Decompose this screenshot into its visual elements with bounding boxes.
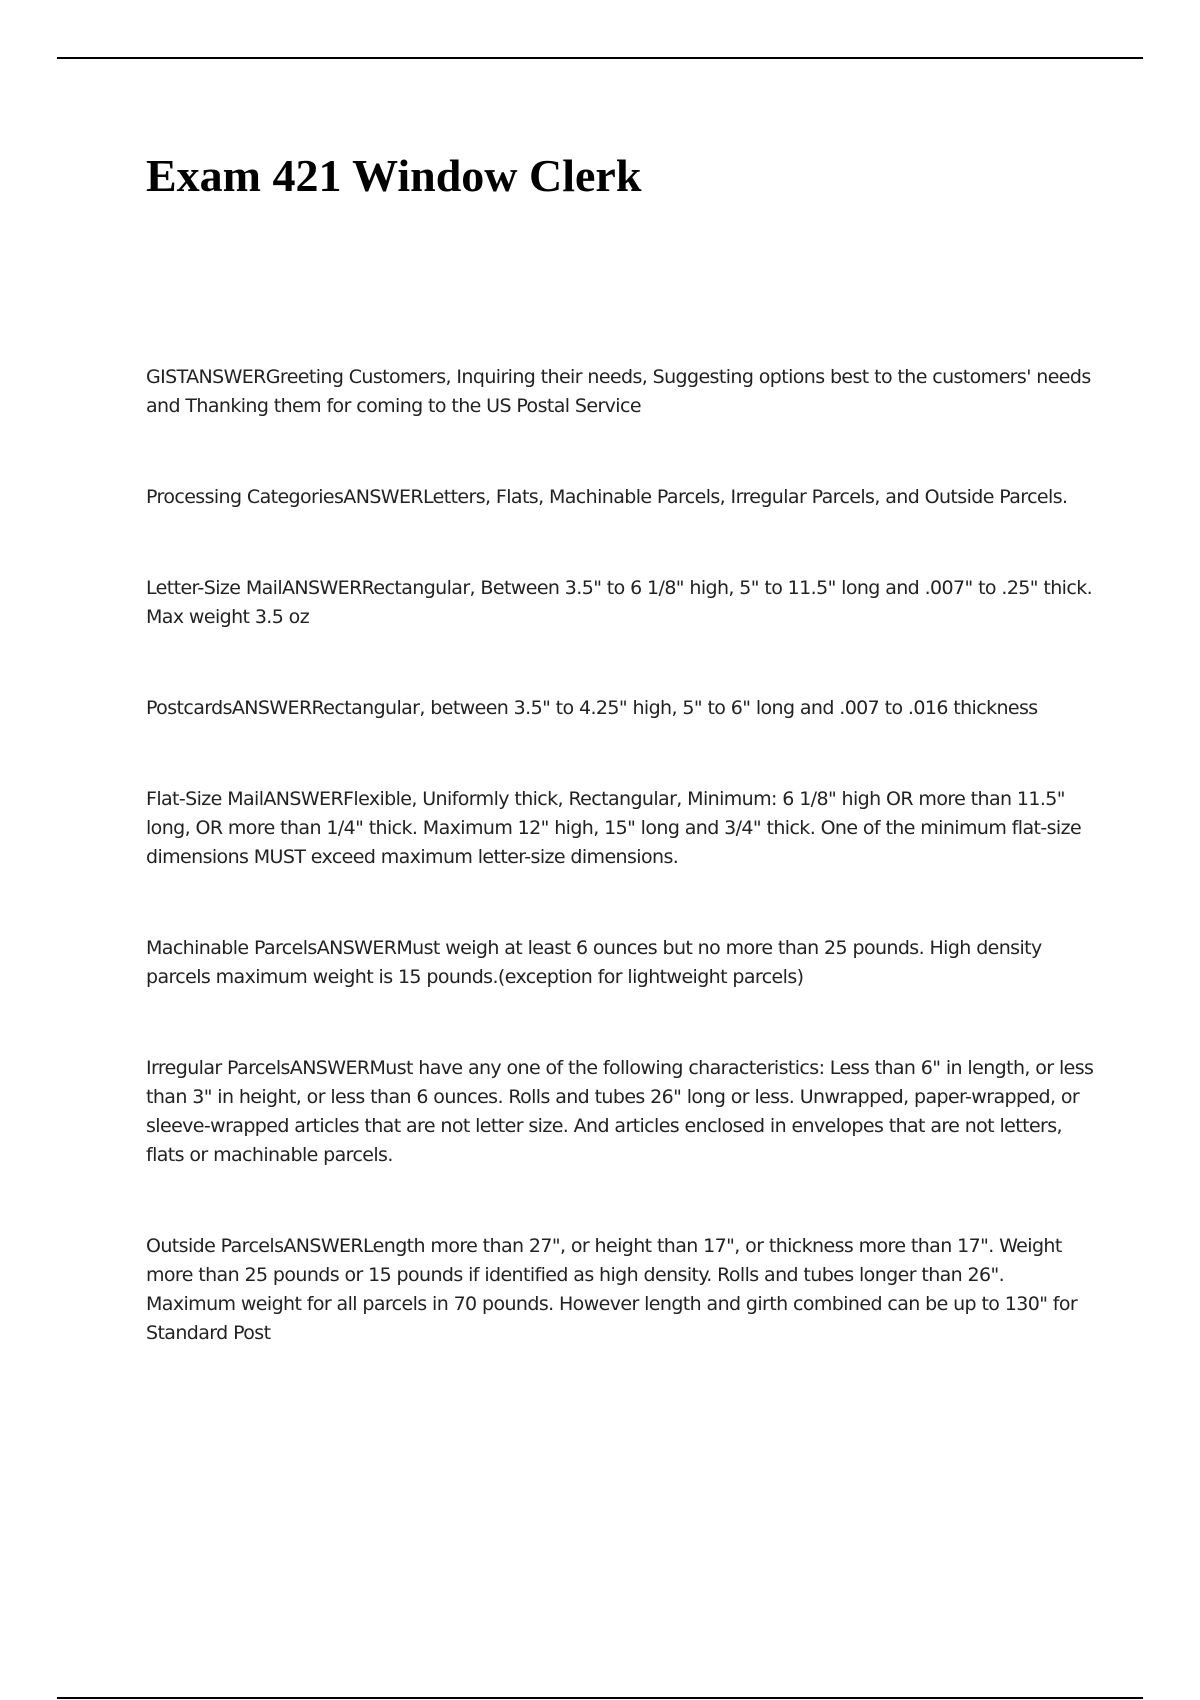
qa-item-machinable-parcels: Machinable ParcelsANSWERMust weigh at least 6 ounces but no more than 25 pounds. High density parcels maximum weight is 15 pounds.(exception for lightweight parcels) — [146, 937, 1042, 988]
qa-item-outside-parcels: Outside ParcelsANSWERLength more than 27", or height than 17", or thickness more than 17". Weight more than 25 pounds or 15 pounds if identified as high density. Rolls and tubes longer than 26". Maximum weight for all parcels in 70 pounds. However length and girth combined can be up to 130" for Standard Post — [146, 1235, 1078, 1344]
qa-item-letter-size-mail: Letter-Size MailANSWERRectangular, Between 3.5" to 6 1/8" high, 5" to 11.5" long and .007" to .25" thick. Max weight 3.5 oz — [146, 577, 1093, 628]
qa-item-flat-size-mail: Flat-Size MailANSWERFlexible, Uniformly thick, Rectangular, Minimum: 6 1/8" high OR more than 11.5" long, OR more than 1/4" thick. Maximum 12" high, 15" long and 3/4" thick. One of the minimum flat-size dimensions MUST exceed maximum letter-size dimensions. — [146, 788, 1082, 868]
document-title: Exam 421 Window Clerk — [146, 150, 642, 201]
qa-item-gist: GISTANSWERGreeting Customers, Inquiring their needs, Suggesting options best to the customers' needs and Thanking them for coming to the US Postal Service — [146, 366, 1091, 417]
qa-item-irregular-parcels: Irregular ParcelsANSWERMust have any one of the following characteristics: Less than 6" in length, or less than 3" in height, or less than 6 ounces. Rolls and tubes 26" long or less. Unwrapped, paper-wrapped, or sleeve-wrapped articles that are not letter size. And articles enclosed in envelopes that are not letters, flats or machinable parcels. — [146, 1057, 1094, 1166]
top-rule — [57, 57, 1143, 59]
qa-list — [146, 363, 1096, 1410]
qa-item-processing-categories: Processing CategoriesANSWERLetters, Flats, Machinable Parcels, Irregular Parcels, and Outside Parcels. — [146, 486, 1068, 508]
qa-item-postcards: PostcardsANSWERRectangular, between 3.5" to 4.25" high, 5" to 6" long and .007 to .016 thickness — [146, 697, 1038, 719]
bottom-rule — [57, 1697, 1143, 1699]
